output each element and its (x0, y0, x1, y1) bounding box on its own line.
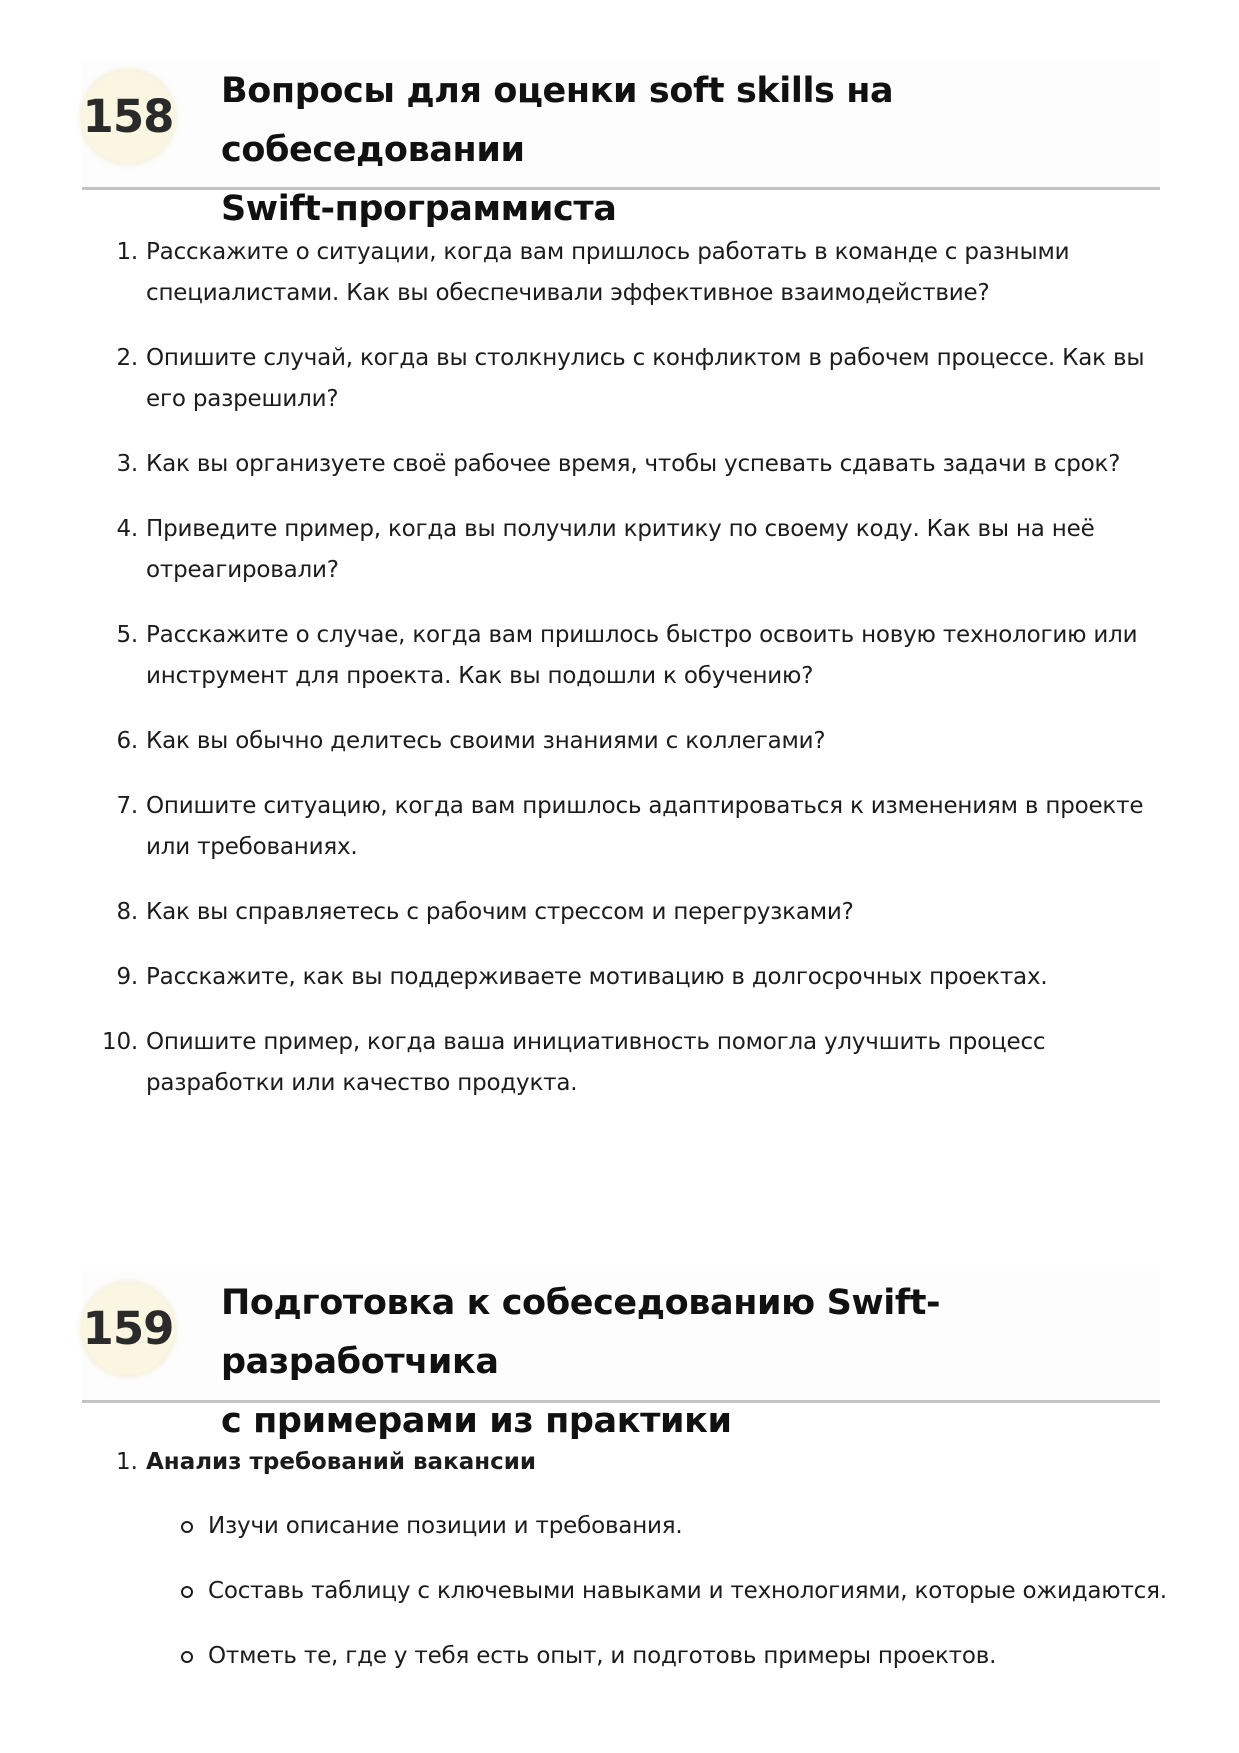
item-text: Как вы справляетесь с рабочим стрессом и перегрузками? (146, 899, 854, 925)
list-item (0, 1506, 1239, 1547)
item-number: 2. (116, 345, 138, 371)
section-number-badge: 158 (82, 71, 174, 163)
circle-bullet-icon (181, 1651, 193, 1663)
item-number: 5. (116, 622, 138, 648)
section-title-line1: Вопросы для оценки soft skills на собеседовании (221, 71, 894, 170)
item-text: Составь таблицу с ключевыми навыками и технологиями, которые ожидаются. (208, 1578, 1167, 1604)
list-item (0, 1571, 1239, 1612)
item-number: 7. (116, 793, 138, 819)
section-title-line1: Подготовка к собеседованию Swift-разработчика (221, 1283, 941, 1382)
item-number: 1. (116, 1449, 138, 1475)
section-title-line2: с примерами из практики (221, 1401, 732, 1441)
item-text: Расскажите, как вы поддерживаете мотивацию в долгосрочных проектах. (146, 964, 1048, 990)
item-number: 4. (116, 516, 138, 542)
item-number: 10. (102, 1029, 138, 1055)
item-text: Расскажите о ситуации, когда вам пришлось работать в команде с разными специалистами. Как вы обеспечивали эффективное взаимодействие? (146, 239, 1070, 306)
item-text: Расскажите о случае, когда вам пришлось быстро освоить новую технологию или инструмент для проекта. Как вы подошли к обучению? (146, 622, 1138, 689)
list-item (0, 892, 1146, 933)
section-title (221, 1274, 1160, 1451)
section-title-line2: Swift-программиста (221, 189, 617, 229)
item-text: Изучи описание позиции и требования. (208, 1513, 683, 1539)
list-item (0, 232, 1146, 314)
list-item (0, 615, 1146, 697)
section-159-header (82, 1270, 1160, 1441)
list-item (0, 509, 1146, 591)
list-item (0, 1022, 1146, 1104)
circle-bullet-icon (181, 1586, 193, 1598)
step-bullets (0, 1506, 1239, 1701)
item-text: Приведите пример, когда вы получили критику по своему коду. Как вы на неё отреагировали? (146, 516, 1095, 583)
item-number: 1. (116, 239, 138, 265)
section-title (221, 62, 1160, 239)
circle-bullet-icon (181, 1521, 193, 1533)
item-number: 3. (116, 451, 138, 477)
list-item (0, 786, 1146, 868)
item-text: Отметь те, где у тебя есть опыт, и подготовь примеры проектов. (208, 1643, 997, 1669)
list-item (0, 444, 1146, 485)
list-item (0, 721, 1146, 762)
item-number: 8. (116, 899, 138, 925)
item-number: 6. (116, 728, 138, 754)
item-text: Как вы организуете своё рабочее время, чтобы успевать сдавать задачи в срок? (146, 451, 1121, 477)
list-item (0, 957, 1146, 998)
section-number-badge: 159 (82, 1283, 174, 1375)
item-text: Опишите ситуацию, когда вам пришлось адаптироваться к изменениям в проекте или требованиях. (146, 793, 1144, 860)
step-label: Анализ требований вакансии (146, 1449, 536, 1475)
item-text: Опишите пример, когда ваша инициативность помогла улучшить процесс разработки или качество продукта. (146, 1029, 1046, 1096)
item-text: Опишите случай, когда вы столкнулись с конфликтом в рабочем процессе. Как вы его разрешили? (146, 345, 1145, 412)
item-number: 9. (116, 964, 138, 990)
item-text: Как вы обычно делитесь своими знаниями с коллегами? (146, 728, 826, 754)
list-item (0, 1636, 1239, 1677)
list-item (0, 338, 1146, 420)
section-158-header (82, 60, 1160, 229)
questions-list (0, 232, 1239, 1128)
